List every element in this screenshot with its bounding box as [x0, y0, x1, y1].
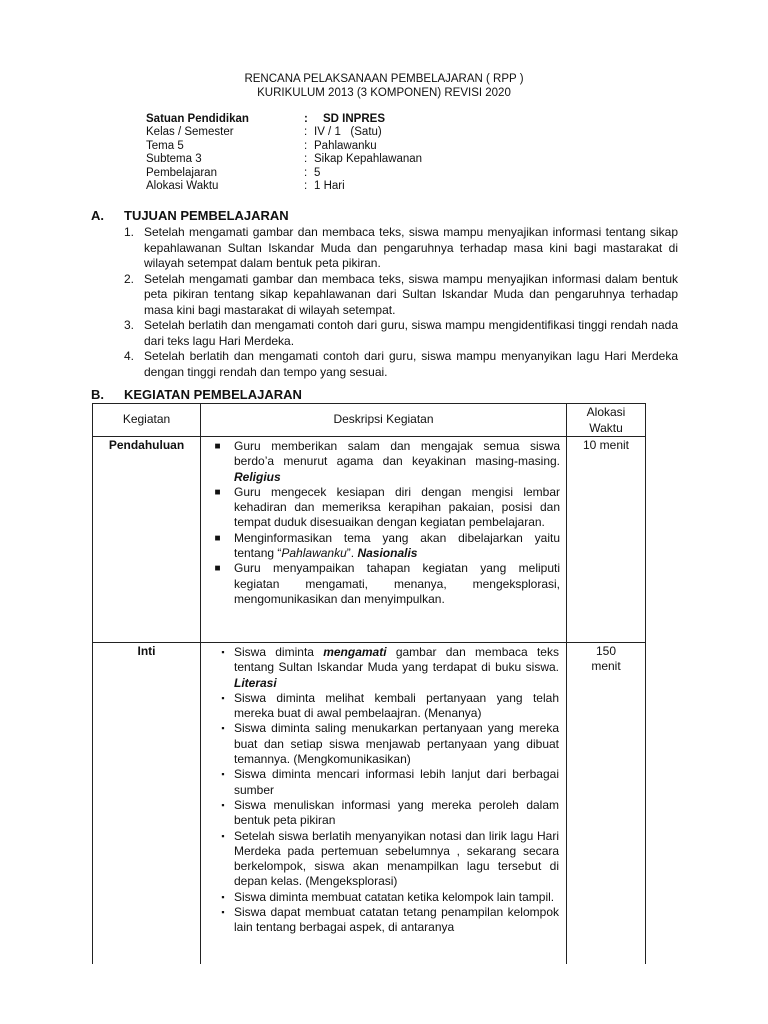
activities-table — [92, 403, 646, 964]
header-alokasi-line2: Waktu — [589, 421, 623, 435]
small-square-bullet-icon: ▪ — [221, 769, 225, 780]
list-item — [212, 767, 559, 798]
item-text-body: gambar dan membaca teks tentang Sultan Iskandar Muda yang terdapat di buku siswa. — [234, 645, 559, 675]
identity-value: 1 Hari — [314, 180, 345, 192]
table-row-inti — [93, 643, 646, 965]
table-header-row — [93, 404, 646, 437]
list-item — [212, 829, 559, 890]
square-bullet-icon: ■ — [214, 532, 221, 544]
list-item — [124, 349, 678, 380]
header-alokasi — [567, 404, 646, 437]
identity-row — [146, 112, 566, 126]
identity-key: Subtema 3 — [146, 153, 202, 165]
character-tag: Religius — [234, 469, 281, 484]
identity-colon: : — [304, 180, 308, 192]
item-text: Siswa menuliskan informasi yang mereka peroleh dalam bentuk peta pikiran — [234, 797, 559, 828]
table-row-pendahuluan — [93, 437, 646, 643]
square-bullet-icon: ■ — [214, 486, 221, 498]
item-text-body: Guru memberikan salam dan mengajak semua siswa berdo’a menurut agama dan keyakinan masing-masing. — [234, 439, 560, 469]
character-tag: Literasi — [234, 675, 277, 690]
item-text: Guru menyampaikan tahapan kegiatan yang meliputi kegiatan mengamati, menanya, mengeksplorasi, mengomunikasikan dan menyimpulkan. — [234, 561, 560, 606]
identity-value: IV / 1 (Satu) — [314, 126, 382, 138]
section-b-heading — [91, 387, 302, 402]
identity-block — [146, 112, 566, 194]
list-item — [124, 318, 678, 349]
item-number: 3. — [124, 318, 135, 332]
small-square-bullet-icon: ▪ — [221, 891, 225, 902]
item-text: Siswa diminta saling menukarkan pertanyaan yang mereka buat dan setiap siswa menjawab pertanyaan yang dibuat temannya. (Mengkomunikasikan) — [234, 721, 559, 767]
item-number: 4. — [124, 349, 135, 363]
item-text-body: ”. — [346, 546, 358, 561]
cell-kegiatan: Pendahuluan — [93, 437, 201, 643]
item-text: Siswa diminta membuat catatan ketika kelompok lain tampil. — [234, 889, 555, 904]
identity-colon: : — [304, 153, 308, 165]
list-item — [212, 645, 559, 691]
item-number: 1. — [124, 225, 135, 239]
item-text — [234, 531, 560, 562]
header-deskripsi: Deskripsi Kegiatan — [201, 404, 567, 437]
identity-row — [146, 126, 566, 140]
alokasi-value: 150 — [595, 644, 617, 658]
item-text-body: Menginformasikan tema yang akan dibelajarkan yaitu tentang “ — [234, 530, 560, 561]
list-item — [212, 905, 559, 936]
identity-key: Kelas / Semester — [146, 126, 234, 138]
identity-row — [146, 180, 566, 194]
item-text-body: Siswa diminta — [234, 645, 324, 659]
identity-key: Tema 5 — [146, 139, 184, 152]
cell-alokasi: 10 menit — [567, 437, 646, 643]
inti-list — [201, 643, 566, 936]
identity-colon: : — [304, 126, 308, 138]
cell-deskripsi — [201, 643, 567, 965]
small-square-bullet-icon: ▪ — [221, 723, 225, 734]
identity-value: 5 — [314, 166, 321, 179]
character-tag: Nasionalis — [357, 546, 418, 561]
identity-key: Satuan Pendidikan — [146, 113, 249, 125]
identity-row — [146, 140, 566, 154]
item-text — [234, 439, 560, 485]
item-text: Siswa diminta melihat kembali pertanyaan yang telah mereka buat di awal pembelaajran. (Menanya) — [234, 690, 559, 721]
document-subtitle: KURIKULUM 2013 (3 KOMPONEN) REVISI 2020 — [257, 87, 511, 99]
alokasi-unit: menit — [591, 659, 621, 674]
cell-kegiatan: Inti — [93, 643, 201, 965]
identity-row — [146, 153, 566, 167]
small-square-bullet-icon: ▪ — [221, 692, 225, 703]
list-item — [212, 890, 559, 905]
identity-colon: : — [304, 166, 308, 179]
list-item — [201, 531, 560, 562]
small-square-bullet-icon: ▪ — [221, 799, 225, 810]
small-square-bullet-icon: ▪ — [221, 647, 225, 657]
item-text — [234, 645, 559, 691]
small-square-bullet-icon: ▪ — [221, 830, 225, 841]
list-item — [124, 225, 678, 272]
square-bullet-icon: ■ — [214, 563, 221, 575]
pendahuluan-list — [201, 437, 566, 607]
section-a-heading — [91, 208, 289, 223]
identity-row — [146, 167, 566, 181]
item-text-italic: Pahlawanku — [281, 546, 347, 561]
item-text: Setelah mengamati gambar dan membaca teks, siswa mampu menyajikan informasi dalam bentuk peta pikiran tentang sikap kepahlawanan dari Sultan Iskandar Muda dan pengaruhnya terhadap masa kini bagi mastarakat di wilayah setempat. — [144, 271, 678, 317]
section-letter: B. — [91, 387, 104, 402]
identity-key: Alokasi Waktu — [146, 180, 219, 192]
list-item — [212, 798, 559, 829]
item-number: 2. — [124, 271, 135, 286]
document-title: RENCANA PELAKSANAAN PEMBELAJARAN ( RPP ) — [244, 73, 524, 85]
item-text: Setelah berlatih dan mengamati contoh dari guru, siswa mampu mengidentifikasi tinggi rendah nada dari teks lagu Hari Merdeka. — [144, 318, 678, 348]
section-title: KEGIATAN PEMBELAJARAN — [124, 387, 302, 402]
small-square-bullet-icon: ▪ — [221, 907, 225, 918]
list-item — [201, 439, 560, 485]
item-text: Setelah mengamati gambar dan membaca teks, siswa mampu menyajikan informasi tentang sikap kepahlawanan Sultan Iskandar Muda dan pengaruhnya terhadap masa kini bagi mastarakat di wilayah setempat dalam bentuk peta pikiran. — [144, 225, 678, 270]
identity-colon: : — [304, 139, 308, 152]
list-item — [212, 721, 559, 767]
item-text: Setelah berlatih dan mengamati contoh dari guru, siswa mampu menyanyikan lagu Hari Merdeka dengan tinggi rendah dan tempo yang sesuai. — [144, 349, 678, 379]
identity-key: Pembelajaran — [146, 166, 217, 179]
identity-value: Pahlawanku — [314, 139, 377, 152]
header-kegiatan: Kegiatan — [93, 404, 201, 437]
identity-value: SD INPRES — [323, 113, 385, 125]
identity-value: Sikap Kepahlawanan — [314, 153, 423, 165]
identity-colon: : — [304, 113, 308, 125]
section-title: TUJUAN PEMBELAJARAN — [124, 208, 289, 223]
cell-deskripsi — [201, 437, 567, 643]
item-text: Setelah siswa berlatih menyanyikan notasi dan lirik lagu Hari Merdeka pada pertemuan sebelumnya , sekarang secara berkelompok, siswa akan menampilkan lagu tersebut di depan kelas. (Mengeksplorasi) — [234, 828, 559, 889]
header-alokasi-line1: Alokasi — [586, 405, 626, 419]
square-bullet-icon: ■ — [214, 441, 221, 452]
item-text: Siswa diminta mencari informasi lebih lanjut dari berbagai sumber — [234, 767, 559, 797]
list-item — [212, 691, 559, 722]
list-item — [124, 272, 678, 319]
item-text-emphasis: mengamati — [323, 645, 387, 659]
section-letter: A. — [91, 208, 104, 223]
list-item — [201, 561, 560, 607]
item-text: Siswa dapat membuat catatan tetang penampilan kelompok lain tentang berbagai aspek, di antaranya — [234, 905, 559, 935]
learning-goals-list — [124, 225, 678, 380]
list-item — [201, 485, 560, 531]
cell-alokasi — [567, 643, 646, 965]
item-text: Guru mengecek kesiapan diri dengan mengisi lembar kehadiran dan memeriksa kerapihan pakaian, posisi dan tempat duduk disesuaikan dengan kegiatan pembelajaran. — [234, 484, 560, 530]
